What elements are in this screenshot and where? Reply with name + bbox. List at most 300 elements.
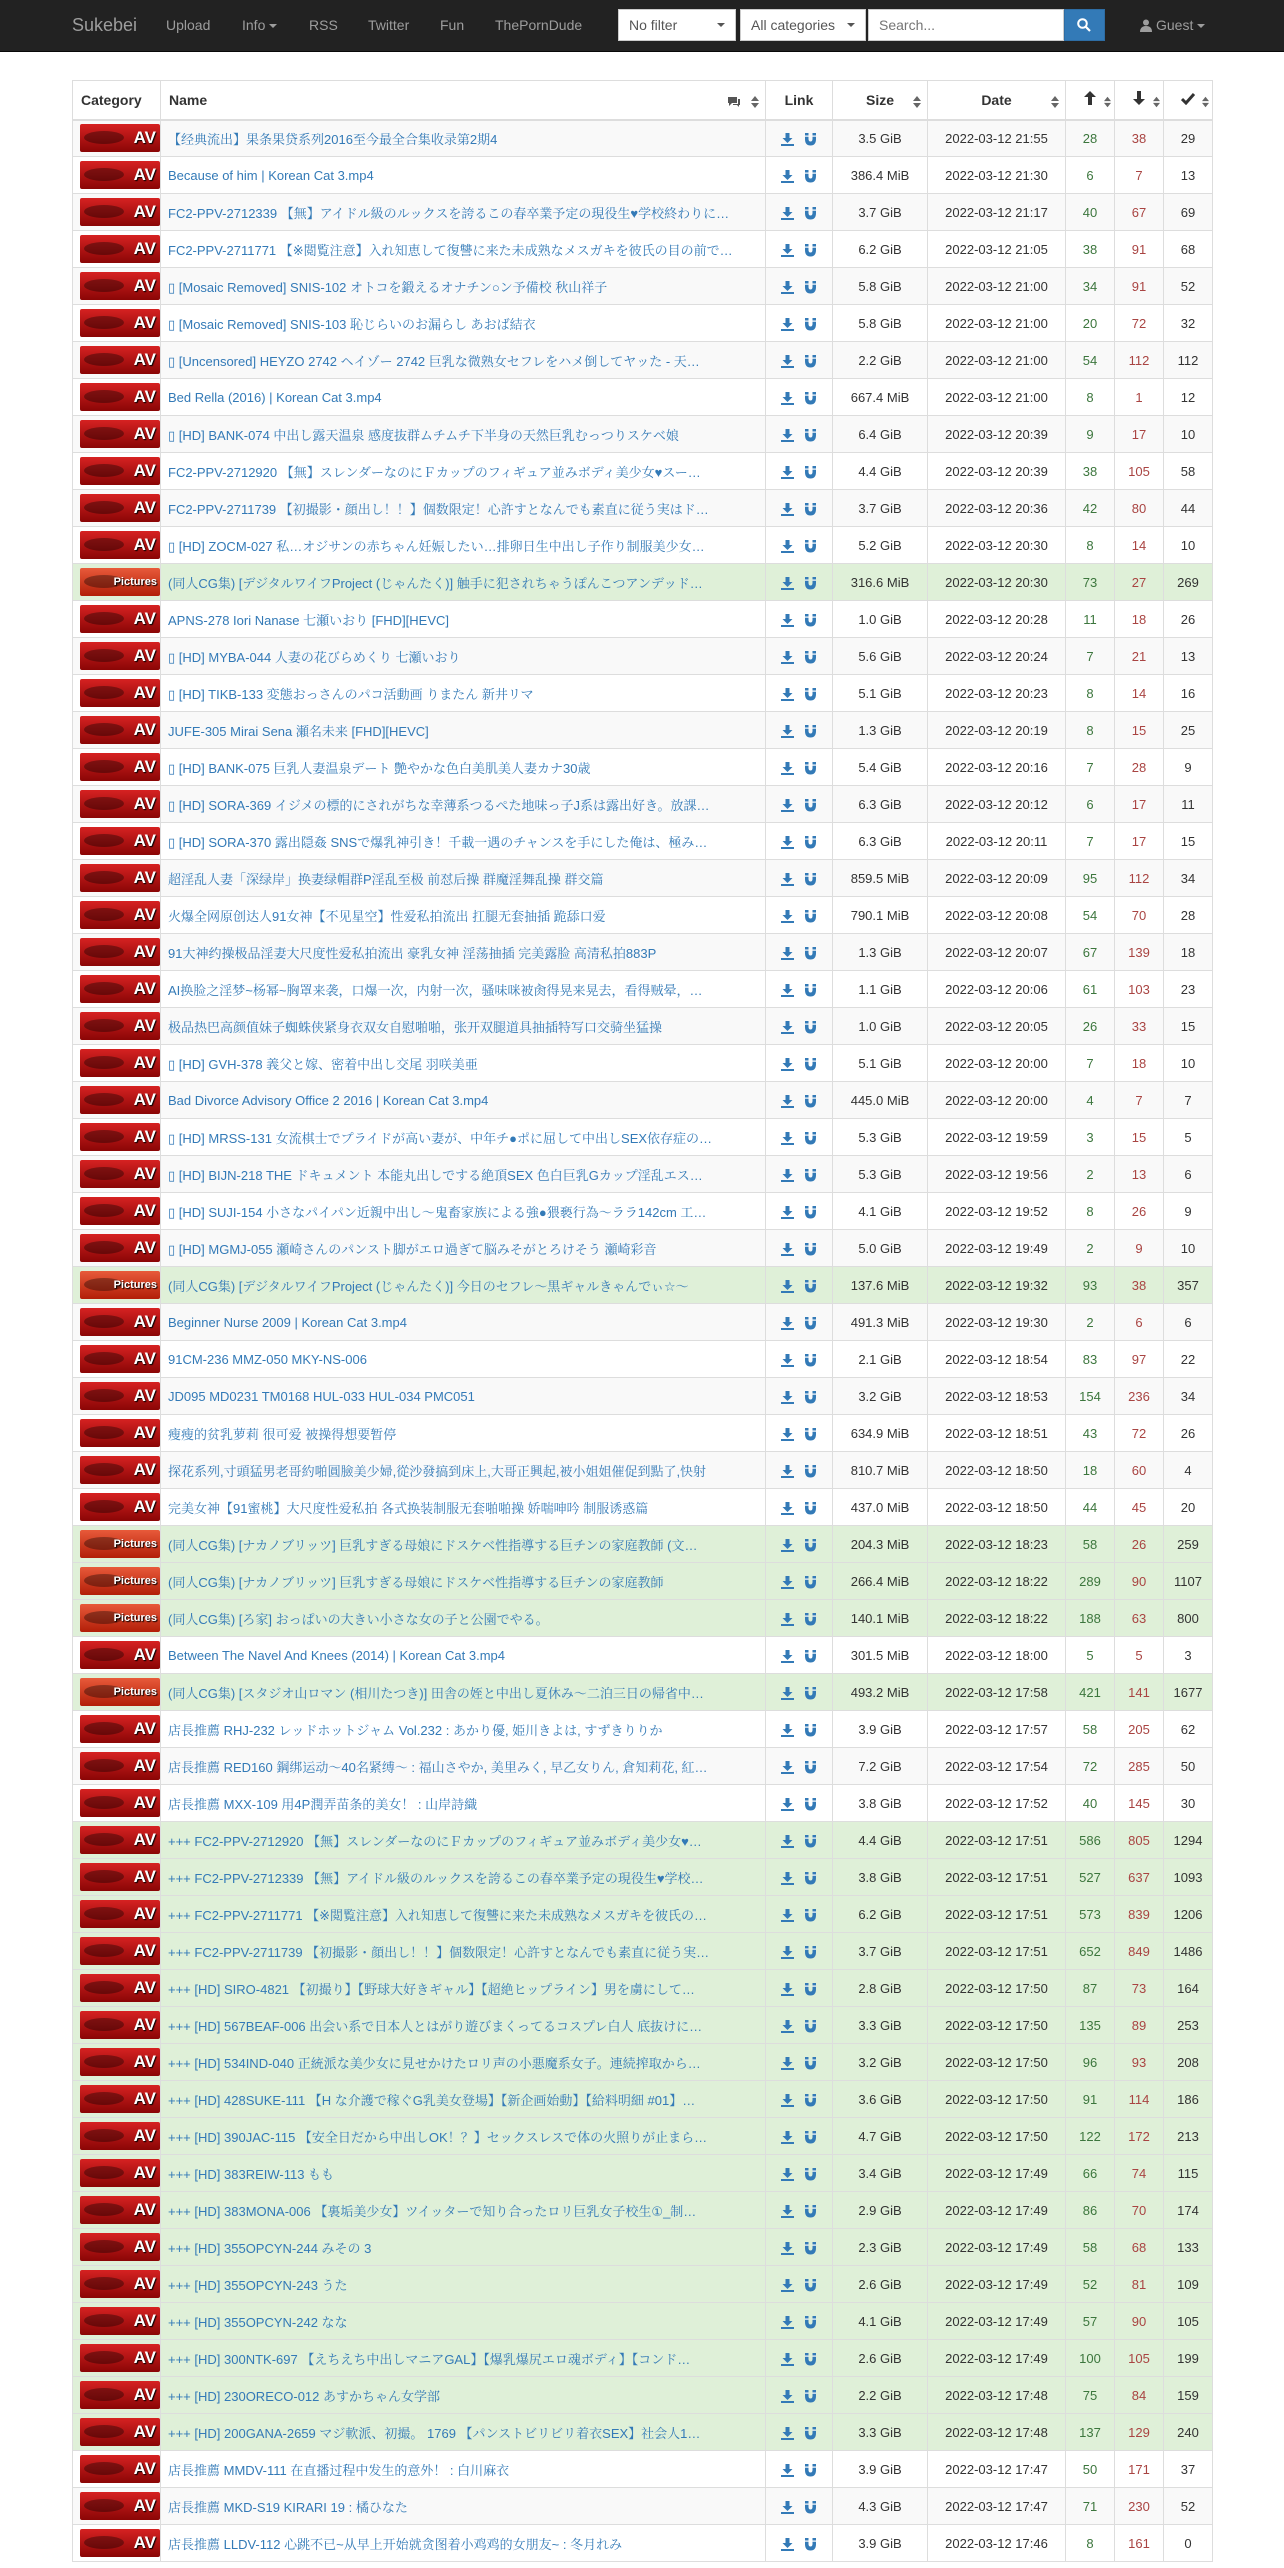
leechers-count: 15 <box>1115 712 1164 749</box>
torrent-title-link[interactable]: (同人CG集) [デジタルワイフProject (じゃんたく)] 触手に犯されちゃうぽんこつアンデッド… <box>168 575 703 591</box>
category-badge[interactable] <box>80 457 160 485</box>
nav-info-dropdown[interactable] <box>242 0 277 50</box>
category-badge[interactable] <box>80 790 160 818</box>
torrent-title-link[interactable]: Between The Navel And Knees (2014) | Korean Cat 3.mp4 <box>168 1647 506 1663</box>
category-badge[interactable] <box>80 2418 160 2446</box>
magnet-icon[interactable] <box>804 2501 817 2514</box>
magnet-icon[interactable] <box>804 1095 817 1108</box>
download-icon[interactable] <box>781 1909 794 1922</box>
download-icon[interactable] <box>781 762 794 775</box>
torrent-title-link[interactable]: +++ [HD] 355OPCYN-243 うた <box>168 2277 348 2293</box>
torrent-title-link[interactable]: ▯ [HD] SORA-370 露出隠姦 SNSで爆乳神引き！千載一遇のチャンスを手にした俺は、極み… <box>168 834 708 850</box>
category-badge[interactable] <box>80 346 160 374</box>
magnet-icon[interactable] <box>804 1243 817 1256</box>
download-icon[interactable] <box>781 2279 794 2292</box>
torrent-title-link[interactable]: +++ [HD] 355OPCYN-242 なな <box>168 2314 348 2330</box>
magnet-icon[interactable] <box>804 1058 817 1071</box>
category-badge[interactable] <box>80 1382 160 1410</box>
category-badge[interactable] <box>80 1308 160 1336</box>
magnet-icon[interactable] <box>804 2353 817 2366</box>
download-icon[interactable] <box>781 651 794 664</box>
torrent-title-link[interactable]: +++ [HD] 534IND-040 正統派な美少女に見せかけたロリ声の小悪魔系女子。連続搾取から… <box>168 2055 701 2071</box>
download-icon[interactable] <box>781 1206 794 1219</box>
torrent-title-link[interactable]: +++ [HD] 383REIW-113 もも <box>168 2166 335 2182</box>
magnet-icon[interactable] <box>804 1317 817 1330</box>
category-cell <box>73 2229 161 2266</box>
magnet-icon[interactable] <box>804 1539 817 1552</box>
category-badge[interactable] <box>80 1345 160 1373</box>
category-badge[interactable] <box>80 2196 160 2224</box>
magnet-icon[interactable] <box>804 1206 817 1219</box>
torrent-title-link[interactable]: 店長推薦 RED160 鋼绑运动～40名紧缚～ : 福山さやか, 美里みく, 早乙女りん, 倉知莉花, 紅… <box>168 1759 708 1775</box>
magnet-icon[interactable] <box>804 947 817 960</box>
brand-logo[interactable]: Sukebei <box>72 15 138 35</box>
magnet-icon[interactable] <box>804 355 817 368</box>
download-icon[interactable] <box>781 540 794 553</box>
category-badge[interactable] <box>80 420 160 448</box>
category-badge[interactable] <box>80 679 160 707</box>
category-badge[interactable] <box>80 975 160 1003</box>
category-badge[interactable] <box>80 568 160 596</box>
torrent-title-link[interactable]: FC2-PPV-2712920 【無】スレンダーなのにＦカップのフィギュア並みボディ美少女♥スー… <box>168 464 701 480</box>
torrent-title-link[interactable]: Bed Rella (2016) | Korean Cat 3.mp4 <box>168 389 382 405</box>
magnet-icon[interactable] <box>804 466 817 479</box>
magnet-icon[interactable] <box>804 244 817 257</box>
filter-select[interactable] <box>618 9 736 41</box>
magnet-icon[interactable] <box>804 1428 817 1441</box>
torrent-title-link[interactable]: +++ [HD] 300NTK-697 【えちえち中出しマニアGAL】【爆乳爆尻エロ魂ボディ】【コンド… <box>168 2351 691 2367</box>
category-badge[interactable] <box>80 2048 160 2076</box>
torrent-title-link[interactable]: +++ FC2-PPV-2712339 【無】アイドル級のルックスを誇るこの春卒業予定の現役生♥学校… <box>168 1870 704 1886</box>
category-badge[interactable] <box>80 1900 160 1928</box>
download-icon[interactable] <box>781 429 794 442</box>
category-badge[interactable] <box>80 272 160 300</box>
download-icon[interactable] <box>781 2242 794 2255</box>
sort-icon[interactable] <box>751 95 759 111</box>
magnet-icon[interactable] <box>804 2131 817 2144</box>
torrent-title-link[interactable]: ▯ [HD] BANK-075 巨乳人妻温泉デート 艶やかな色白美肌美人妻カナ30歳 <box>168 760 591 776</box>
magnet-icon[interactable] <box>804 910 817 923</box>
torrent-title-link[interactable]: 完美女神【91蜜桃】大尺度性爱私拍 各式换装制服无套啪啪操 娇喘呻吟 制服诱惑篇 <box>168 1500 649 1516</box>
category-cell <box>73 1822 161 1859</box>
magnet-icon[interactable] <box>804 2242 817 2255</box>
download-icon[interactable] <box>781 1502 794 1515</box>
torrent-title-link[interactable]: Beginner Nurse 2009 | Korean Cat 3.mp4 <box>168 1314 407 1330</box>
magnet-icon[interactable] <box>804 170 817 183</box>
download-icon[interactable] <box>781 1798 794 1811</box>
category-badge[interactable] <box>80 642 160 670</box>
torrent-title-link[interactable]: FC2-PPV-2711739 【初撮影・顔出し！！】個数限定！心許すとなんでも素直に従う実はド… <box>168 501 709 517</box>
category-badge[interactable] <box>80 827 160 855</box>
download-icon[interactable] <box>781 1946 794 1959</box>
category-badge[interactable] <box>80 1567 160 1595</box>
torrent-title-link[interactable]: ▯ [HD] TIKB-133 変態おっさんのパコ活動画 りまたん 新井リマ <box>168 686 534 702</box>
nav-upload[interactable]: Upload <box>166 17 211 33</box>
download-icon[interactable] <box>781 392 794 405</box>
table-row <box>73 675 1213 712</box>
category-badge[interactable] <box>80 1234 160 1262</box>
download-icon[interactable] <box>781 1465 794 1478</box>
magnet-icon[interactable] <box>804 2168 817 2181</box>
category-badge[interactable] <box>80 1641 160 1669</box>
magnet-icon[interactable] <box>804 2427 817 2440</box>
category-badge[interactable] <box>80 938 160 966</box>
category-badge[interactable] <box>80 2307 160 2335</box>
download-icon[interactable] <box>781 1872 794 1885</box>
download-icon[interactable] <box>781 2131 794 2144</box>
leechers-count: 103 <box>1115 971 1164 1008</box>
torrent-title-link[interactable]: 店長推薦 MKD-S19 KIRARI 19 : 橘ひなた <box>168 2499 408 2515</box>
torrent-title-link[interactable]: Because of him | Korean Cat 3.mp4 <box>168 167 374 183</box>
download-icon[interactable] <box>781 614 794 627</box>
category-badge[interactable] <box>80 1086 160 1114</box>
magnet-icon[interactable] <box>804 836 817 849</box>
category-badge[interactable] <box>80 1678 160 1706</box>
category-badge[interactable] <box>80 1974 160 2002</box>
download-icon[interactable] <box>781 2316 794 2329</box>
download-icon[interactable] <box>781 2427 794 2440</box>
category-badge[interactable] <box>80 2085 160 2113</box>
download-icon[interactable] <box>781 281 794 294</box>
category-badge[interactable] <box>80 1604 160 1632</box>
magnet-icon[interactable] <box>804 2538 817 2551</box>
category-badge[interactable] <box>80 2381 160 2409</box>
category-badge[interactable] <box>80 864 160 892</box>
torrent-title-link[interactable]: +++ [HD] 428SUKE-111 【H な介護で稼ぐG乳美女登場】【新企画始動】【給料明細 #01】… <box>168 2092 696 2108</box>
download-icon[interactable] <box>781 207 794 220</box>
category-badge[interactable] <box>80 1493 160 1521</box>
torrent-title-link[interactable]: FC2-PPV-2711771 【※閲覧注意】入れ知恵して復讐に来た未成熟なメスガキを彼氏の目の前で… <box>168 242 733 258</box>
nav-twitter[interactable]: Twitter <box>368 17 410 33</box>
magnet-icon[interactable] <box>804 1132 817 1145</box>
torrent-title-link[interactable]: ▯ [Uncensored] HEYZO 2742 ヘイゾー 2742 巨乳な微熟女セフレをハメ倒してヤッた - 天… <box>168 353 700 369</box>
download-icon[interactable] <box>781 1835 794 1848</box>
category-badge[interactable] <box>80 2270 160 2298</box>
torrent-title-link[interactable]: ▯ [Mosaic Removed] SNIS-102 オトコを鍛えるオナチン○ン予備校 秋山祥子 <box>168 279 608 295</box>
torrent-title-link[interactable]: 店長推薦 MXX-109 用4P潤弄苗条的美女！ : 山岸詩織 <box>168 1796 478 1812</box>
download-icon[interactable] <box>781 2464 794 2477</box>
header-completed[interactable] <box>1164 81 1213 120</box>
download-icon[interactable] <box>781 1724 794 1737</box>
name-cell <box>161 2044 766 2081</box>
category-badge[interactable] <box>80 2529 160 2557</box>
category-badge[interactable] <box>80 1123 160 1151</box>
category-badge[interactable] <box>80 2159 160 2187</box>
magnet-icon[interactable] <box>804 725 817 738</box>
torrent-title-link[interactable]: (同人CG集) [デジタルワイフProject (じゃんたく)] 今日のセフレ～黒ギャルきゃんでぃ☆～ <box>168 1278 689 1294</box>
sort-icon <box>1051 95 1059 111</box>
category-badge[interactable] <box>80 1937 160 1965</box>
magnet-icon[interactable] <box>804 2094 817 2107</box>
torrent-title-link[interactable]: (同人CG集) [スタジオ山ロマン (相川たつき)] 田舎の姪と中出し夏休み～二泊三日の帰省中… <box>168 1685 704 1701</box>
torrent-title-link[interactable]: Bad Divorce Advisory Office 2 2016 | Korean Cat 3.mp4 <box>168 1092 489 1108</box>
torrent-title-link[interactable]: +++ [HD] 390JAC-115 【安全日だから中出しOK！？】セックスレスで体の火照りが止まら… <box>168 2129 708 2145</box>
magnet-icon[interactable] <box>804 688 817 701</box>
magnet-icon[interactable] <box>804 1576 817 1589</box>
torrent-title-link[interactable]: ▯ [HD] SORA-369 イジメの標的にされがちな幸薄系つるぺた地味っ子J系は露出好き。放課… <box>168 797 710 813</box>
magnet-icon[interactable] <box>804 2316 817 2329</box>
download-icon[interactable] <box>781 2020 794 2033</box>
torrent-title-link[interactable]: FC2-PPV-2712339 【無】アイドル級のルックスを誇るこの春卒業予定の現役生♥学校終わりに… <box>168 205 730 221</box>
category-badge[interactable] <box>80 309 160 337</box>
magnet-icon[interactable] <box>804 1798 817 1811</box>
download-icon[interactable] <box>781 1761 794 1774</box>
magnet-icon[interactable] <box>804 318 817 331</box>
magnet-icon[interactable] <box>804 1021 817 1034</box>
torrent-title-link[interactable]: 极品热巴高颜值妹子蜘蛛侠紧身衣双女自慰啪啪，张开双腿道具抽插特写口交骑坐猛操 <box>168 1019 663 1035</box>
magnet-icon[interactable] <box>804 1650 817 1663</box>
download-icon[interactable] <box>781 1539 794 1552</box>
torrent-title-link[interactable]: APNS-278 Iori Nanase 七瀬いおり [FHD][HEVC] <box>168 612 450 628</box>
torrent-title-link[interactable]: +++ [HD] 355OPCYN-244 みその 3 <box>168 2240 372 2256</box>
category-badge[interactable] <box>80 1826 160 1854</box>
download-icon[interactable] <box>781 1132 794 1145</box>
seeders-count: 67 <box>1066 934 1115 971</box>
category-badge[interactable] <box>80 2455 160 2483</box>
download-icon[interactable] <box>781 2390 794 2403</box>
torrent-title-link[interactable]: +++ [HD] 383MONA-006 【裏垢美少女】ツイッターで知り合ったロリ巨乳女子校生①_制… <box>168 2203 697 2219</box>
magnet-icon[interactable] <box>804 873 817 886</box>
magnet-icon[interactable] <box>804 1835 817 1848</box>
category-badge[interactable] <box>80 161 160 189</box>
download-icon[interactable] <box>781 2057 794 2070</box>
category-badge[interactable] <box>80 383 160 411</box>
nav-rss[interactable]: RSS <box>309 17 338 33</box>
download-icon[interactable] <box>781 1243 794 1256</box>
category-badge[interactable] <box>80 1419 160 1447</box>
magnet-icon[interactable] <box>804 1872 817 1885</box>
download-icon[interactable] <box>781 1650 794 1663</box>
torrent-title-link[interactable]: ▯ [HD] BANK-074 中出し露天温泉 感度抜群ムチムチ下半身の天然巨乳むっつりスケベ娘 <box>168 427 679 443</box>
download-icon[interactable] <box>781 1058 794 1071</box>
magnet-icon[interactable] <box>804 392 817 405</box>
torrent-title-link[interactable]: (同人CG集) [ろ家] おっぱいの大きい小さな女の子と公園でやる。 <box>168 1611 549 1627</box>
category-badge[interactable] <box>80 1456 160 1484</box>
magnet-icon[interactable] <box>804 2057 817 2070</box>
torrent-title-link[interactable]: +++ [HD] 567BEAF-006 出会い系で日本人とはがり遊びまくってるコスプレ白人 底抜けに… <box>168 2018 703 2034</box>
magnet-icon[interactable] <box>804 2279 817 2292</box>
torrent-title-link[interactable]: ▯ [HD] MGMJ-055 瀬崎さんのパンスト脚がエロ過ぎて脳みそがとろけそう 瀬崎彩音 <box>168 1241 657 1257</box>
category-badge[interactable] <box>80 1863 160 1891</box>
date-cell: 2022-03-12 19:52 <box>928 1193 1066 1230</box>
header-leechers[interactable] <box>1115 81 1164 120</box>
torrent-title-link[interactable]: 火爆全网原创达人91女神【不见星空】性爱私拍流出 扛腿无套抽插 跪舔口爱 <box>168 908 606 924</box>
magnet-icon[interactable] <box>804 540 817 553</box>
magnet-icon[interactable] <box>804 762 817 775</box>
category-badge[interactable] <box>80 494 160 522</box>
download-icon[interactable] <box>781 2353 794 2366</box>
category-badge[interactable] <box>80 753 160 781</box>
magnet-icon[interactable] <box>804 1502 817 1515</box>
magnet-icon[interactable] <box>804 503 817 516</box>
category-badge[interactable] <box>80 2011 160 2039</box>
search-button[interactable] <box>1064 9 1105 41</box>
torrent-title-link[interactable]: ▯ [Mosaic Removed] SNIS-103 恥じらいのお漏らし あおば結衣 <box>168 316 536 332</box>
category-badge[interactable] <box>80 2122 160 2150</box>
download-icon[interactable] <box>781 2205 794 2218</box>
download-icon[interactable] <box>781 799 794 812</box>
magnet-icon[interactable] <box>804 799 817 812</box>
category-badge[interactable] <box>80 1715 160 1743</box>
magnet-icon[interactable] <box>804 2205 817 2218</box>
torrent-title-link[interactable]: 瘦瘦的贫乳萝莉 很可爱 被操得想要暂停 <box>168 1426 397 1442</box>
torrent-title-link[interactable]: 探花系列,寸頭猛男老哥約啪圓臉美少婦,從沙發搞到床上,大哥正興起,被小姐姐催促到點了,快射 <box>168 1463 707 1479</box>
download-icon[interactable] <box>781 1576 794 1589</box>
category-badge[interactable] <box>80 1752 160 1780</box>
torrent-title-link[interactable]: JUFE-305 Mirai Sena 瀬名未来 [FHD][HEVC] <box>168 723 429 739</box>
torrent-title-link[interactable]: +++ [HD] SIRO-4821 【初撮り】【野球大好きギャル】【超絶ヒップライン】男を虜にして… <box>168 1981 695 1997</box>
download-icon[interactable] <box>781 1169 794 1182</box>
download-icon[interactable] <box>781 2168 794 2181</box>
torrent-title-link[interactable]: +++ FC2-PPV-2711739 【初撮影・顔出し！！】個数限定！心許すとなんでも素直に従う実… <box>168 1944 710 1960</box>
torrent-title-link[interactable]: +++ [HD] 200GANA-2659 マジ軟派、初撮。 1769 【パンストビリビリ着衣SEX】社会人1… <box>168 2425 701 2441</box>
magnet-icon[interactable] <box>804 429 817 442</box>
download-icon[interactable] <box>781 910 794 923</box>
magnet-icon[interactable] <box>804 1169 817 1182</box>
torrent-title-link[interactable]: ▯ [HD] ZOCM-027 私…オジサンの赤ちゃん妊娠したい…排卵日生中出し子作り制服美少女… <box>168 538 705 554</box>
category-badge-label: AV <box>133 794 156 813</box>
torrent-title-link[interactable]: 店長推薦 LLDV-112 心跳不已~从早上开始就贪图着小鸡鸡的女朋友~ : 冬月れみ <box>168 2536 623 2552</box>
download-icon[interactable] <box>781 1354 794 1367</box>
category-badge[interactable] <box>80 2344 160 2372</box>
header-size[interactable] <box>833 81 928 120</box>
category-badge[interactable] <box>80 2492 160 2520</box>
download-icon[interactable] <box>781 170 794 183</box>
download-icon[interactable] <box>781 1428 794 1441</box>
magnet-icon[interactable] <box>804 281 817 294</box>
magnet-icon[interactable] <box>804 651 817 664</box>
magnet-icon[interactable] <box>804 1761 817 1774</box>
header-date[interactable] <box>928 81 1066 120</box>
download-icon[interactable] <box>781 725 794 738</box>
download-icon[interactable] <box>781 1095 794 1108</box>
category-badge[interactable] <box>80 2233 160 2261</box>
category-badge[interactable] <box>80 1271 160 1299</box>
magnet-icon[interactable] <box>804 207 817 220</box>
magnet-icon[interactable] <box>804 1687 817 1700</box>
torrent-title-link[interactable]: 店長推薦 MMDV-111 在直播过程中发生的意外！ : 白川麻衣 <box>168 2462 510 2478</box>
torrent-title-link[interactable]: ▯ [HD] MRSS-131 女流棋士でプライドが高い妻が、中年チ●ポに屈して中出しSEX依存症の… <box>168 1130 713 1146</box>
magnet-icon[interactable] <box>804 1354 817 1367</box>
magnet-icon[interactable] <box>804 577 817 590</box>
download-icon[interactable] <box>781 133 794 146</box>
category-badge[interactable] <box>80 1049 160 1077</box>
magnet-icon[interactable] <box>804 614 817 627</box>
download-icon[interactable] <box>781 688 794 701</box>
torrent-title-link[interactable]: ▯ [HD] BIJN-218 THE ドキュメント 本能丸出しでする絶頂SEX 色白巨乳Gカップ淫乱エス… <box>168 1167 703 1183</box>
torrent-title-link[interactable]: JD095 MD0231 TM0168 HUL-033 HUL-034 PMC051 <box>168 1388 475 1404</box>
magnet-icon[interactable] <box>804 2464 817 2477</box>
comments-icon[interactable] <box>727 95 741 111</box>
download-icon[interactable] <box>781 1280 794 1293</box>
torrent-title-link[interactable]: ▯ [HD] SUJI-154 小さなパイパン近親中出し～鬼畜家族による強●猥褻行為～ララ142cm 工… <box>168 1204 707 1220</box>
nav-theporndude[interactable]: ThePornDude <box>495 17 583 33</box>
size-cell: 5.8 GiB <box>833 305 928 342</box>
category-badge[interactable] <box>80 235 160 263</box>
size-cell: 5.6 GiB <box>833 638 928 675</box>
download-icon[interactable] <box>781 2501 794 2514</box>
nav-fun[interactable]: Fun <box>440 17 465 33</box>
download-icon[interactable] <box>781 503 794 516</box>
torrent-title-link[interactable]: +++ FC2-PPV-2712920 【無】スレンダーなのにＦカップのフィギュア並みボディ美少女♥… <box>168 1833 702 1849</box>
torrent-title-link[interactable]: (同人CG集) [ナカノブリッツ] 巨乳すぎる母娘にドスケベ性指導する巨チンの家庭教師 (文… <box>168 1537 698 1553</box>
header-name[interactable] <box>161 81 766 120</box>
download-icon[interactable] <box>781 2538 794 2551</box>
download-icon[interactable] <box>781 466 794 479</box>
download-icon[interactable] <box>781 1317 794 1330</box>
torrent-title-link[interactable]: +++ [HD] 230ORECO-012 あすかちゃん女学部 <box>168 2388 440 2404</box>
category-badge[interactable] <box>80 531 160 559</box>
download-icon[interactable] <box>781 947 794 960</box>
torrent-title-link[interactable]: (同人CG集) [ナカノブリッツ] 巨乳すぎる母娘にドスケベ性指導する巨チンの家庭教師 <box>168 1574 664 1590</box>
magnet-icon[interactable] <box>804 984 817 997</box>
category-badge[interactable] <box>80 1789 160 1817</box>
torrent-title-link[interactable]: 91大神约操极品淫妻大尺度性爱私拍流出 豪乳女神 淫荡抽插 完美露脸 高清私拍883P <box>168 945 657 961</box>
category-badge-label: AV <box>133 757 156 776</box>
download-icon[interactable] <box>781 244 794 257</box>
magnet-icon[interactable] <box>804 2020 817 2033</box>
download-icon[interactable] <box>781 1391 794 1404</box>
category-badge[interactable] <box>80 901 160 929</box>
torrent-title-link[interactable]: 超淫乱人妻「深绿岸」换妻绿帽群P淫乱至极 前怼后操 群魔淫舞乱操 群交篇 <box>168 871 604 887</box>
download-icon[interactable] <box>781 873 794 886</box>
link-cell <box>766 1230 833 1267</box>
download-icon[interactable] <box>781 2094 794 2107</box>
guest-menu[interactable] <box>1140 0 1205 50</box>
download-icon[interactable] <box>781 1687 794 1700</box>
magnet-icon[interactable] <box>804 1724 817 1737</box>
download-icon[interactable] <box>781 577 794 590</box>
magnet-icon[interactable] <box>804 1909 817 1922</box>
category-badge-art <box>84 1130 124 1143</box>
download-icon[interactable] <box>781 355 794 368</box>
magnet-icon[interactable] <box>804 1946 817 1959</box>
download-icon[interactable] <box>781 836 794 849</box>
category-badge[interactable] <box>80 1160 160 1188</box>
category-badge[interactable] <box>80 716 160 744</box>
leechers-count: 112 <box>1115 342 1164 379</box>
magnet-icon[interactable] <box>804 1391 817 1404</box>
download-icon[interactable] <box>781 1021 794 1034</box>
torrent-title-link[interactable]: 91CM-236 MMZ-050 MKY-NS-006 <box>168 1351 367 1367</box>
download-icon[interactable] <box>781 984 794 997</box>
category-badge[interactable] <box>80 605 160 633</box>
torrent-title-link[interactable]: 店長推薦 RHJ-232 レッドホットジャム Vol.232 : あかり優, 姫川きよは, すずきりりか <box>168 1722 663 1738</box>
header-seeders[interactable] <box>1066 81 1115 120</box>
torrent-title-link[interactable]: AI换脸之淫梦~杨幂~胸罩来袭，口爆一次，内射一次，骚味咪被肏得晃来晃去，看得贼晕，… <box>168 982 703 998</box>
category-badge[interactable] <box>80 1197 160 1225</box>
download-icon[interactable] <box>781 318 794 331</box>
torrent-title-link[interactable]: ▯ [HD] MYBA-044 人妻の花びらめくり 七瀬いおり <box>168 649 461 665</box>
category-select[interactable] <box>740 9 866 41</box>
search-input[interactable] <box>868 9 1064 41</box>
torrent-title-link[interactable]: +++ FC2-PPV-2711771 【※閲覧注意】入れ知恵して復讐に来た未成熟なメスガキを彼氏の… <box>168 1907 708 1923</box>
torrent-title-link[interactable]: ▯ [HD] GVH-378 義父と嫁、密着中出し交尾 羽咲美亜 <box>168 1056 478 1072</box>
magnet-icon[interactable] <box>804 1983 817 1996</box>
category-badge[interactable] <box>80 124 160 152</box>
torrent-title-link[interactable]: 【经典流出】果条果贷系列2016至今最全合集收录第2期4 <box>168 131 498 147</box>
magnet-icon[interactable] <box>804 2390 817 2403</box>
download-icon[interactable] <box>781 1983 794 1996</box>
magnet-icon[interactable] <box>804 1613 817 1626</box>
download-icon[interactable] <box>781 1613 794 1626</box>
category-badge[interactable] <box>80 1530 160 1558</box>
magnet-icon[interactable] <box>804 1465 817 1478</box>
magnet-icon[interactable] <box>804 133 817 146</box>
magnet-icon[interactable] <box>804 1280 817 1293</box>
category-badge[interactable] <box>80 198 160 226</box>
category-badge[interactable] <box>80 1012 160 1040</box>
